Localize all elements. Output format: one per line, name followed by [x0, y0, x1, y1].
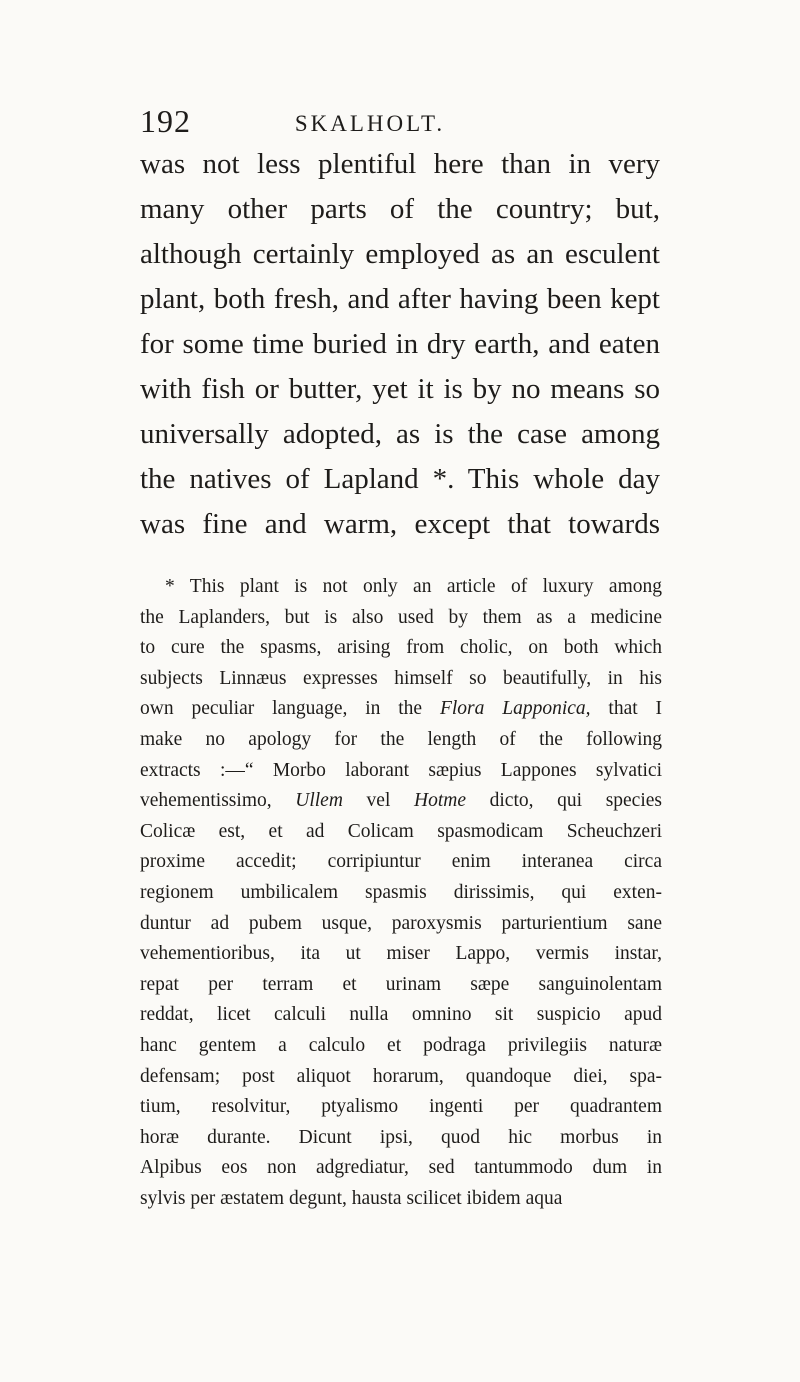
body-line: plant, both fresh, and after having been kept	[140, 283, 660, 315]
footnote-line: horæ durante. Dicunt ipsi, quod hic morbus in	[140, 1126, 662, 1148]
footnote-line	[140, 694, 662, 725]
footnote-line: Alpibus eos non adgrediatur, sed tantummodo dum in	[140, 1157, 662, 1179]
body-line: universally adopted, as is the case among	[140, 418, 660, 450]
body-line: was fine and warm, except that towards	[140, 508, 660, 540]
body-line: was not less plentiful here than in very	[140, 148, 660, 180]
body-text	[140, 142, 660, 547]
footnote-text: that I	[590, 698, 662, 720]
footnote-line: sylvis per æstatem degunt, hausta scilicet ibidem aqua	[140, 1187, 563, 1209]
footnote	[140, 572, 662, 1214]
footnote-line: tium, resolvitur, ptyalismo ingenti per quadrantem	[140, 1096, 662, 1118]
footnote-line: defensam; post aliquot horarum, quandoque diei, spa-	[140, 1065, 662, 1087]
footnote-text: own peculiar language, in the	[140, 698, 440, 720]
footnote-text: dicto, qui species	[466, 790, 662, 812]
work-title: Flora Lapponica,	[439, 698, 591, 720]
footnote-line: * This plant is not only an article of luxury among	[165, 576, 662, 597]
italic-term: Ullem	[295, 790, 343, 812]
body-line: although certainly employed as an esculent	[140, 238, 660, 270]
footnote-line: regionem umbilicalem spasmis dirissimis, qui exten-	[140, 881, 662, 903]
footnote-line: make no apology for the length of the following	[140, 728, 662, 750]
body-line: the natives of Lapland *. This whole day	[140, 463, 660, 495]
footnote-line: reddat, licet calculi nulla omnino sit suspicio apud	[140, 1004, 662, 1026]
running-title: SKALHOLT.	[294, 111, 446, 136]
running-head	[140, 103, 600, 143]
footnote-line: proxime accedit; corripiuntur enim interanea circa	[140, 851, 662, 873]
footnote-line: the Laplanders, but is also used by them as a medicine	[140, 606, 662, 628]
footnote-line: to cure the spasms, arising from cholic, on both which	[140, 637, 662, 659]
footnote-text: vel	[342, 790, 414, 812]
body-line: many other parts of the country; but,	[140, 193, 660, 225]
body-line: with fish or butter, yet it is by no means so	[140, 373, 660, 405]
footnote-line: extracts :—“ Morbo laborant sæpius Lappones sylvatici	[140, 759, 662, 781]
italic-term: Hotme	[414, 790, 466, 812]
footnote-line: Colicæ est, et ad Colicam spasmodicam Scheuchzeri	[140, 820, 662, 842]
page-number: 192	[140, 103, 191, 139]
footnote-line: vehementioribus, ita ut miser Lappo, vermis instar,	[140, 943, 662, 965]
footnote-line: repat per terram et urinam sæpe sanguinolentam	[140, 973, 662, 995]
footnote-text: vehementissimo,	[140, 790, 296, 812]
footnote-line: hanc gentem a calculo et podraga privilegiis naturæ	[140, 1034, 662, 1056]
body-line: for some time buried in dry earth, and eaten	[140, 328, 660, 360]
footnote-line: duntur ad pubem usque, paroxysmis parturientium sane	[140, 912, 662, 934]
footnote-line: subjects Linnæus expresses himself so beautifully, in his	[140, 667, 662, 689]
footnote-line	[140, 786, 662, 817]
